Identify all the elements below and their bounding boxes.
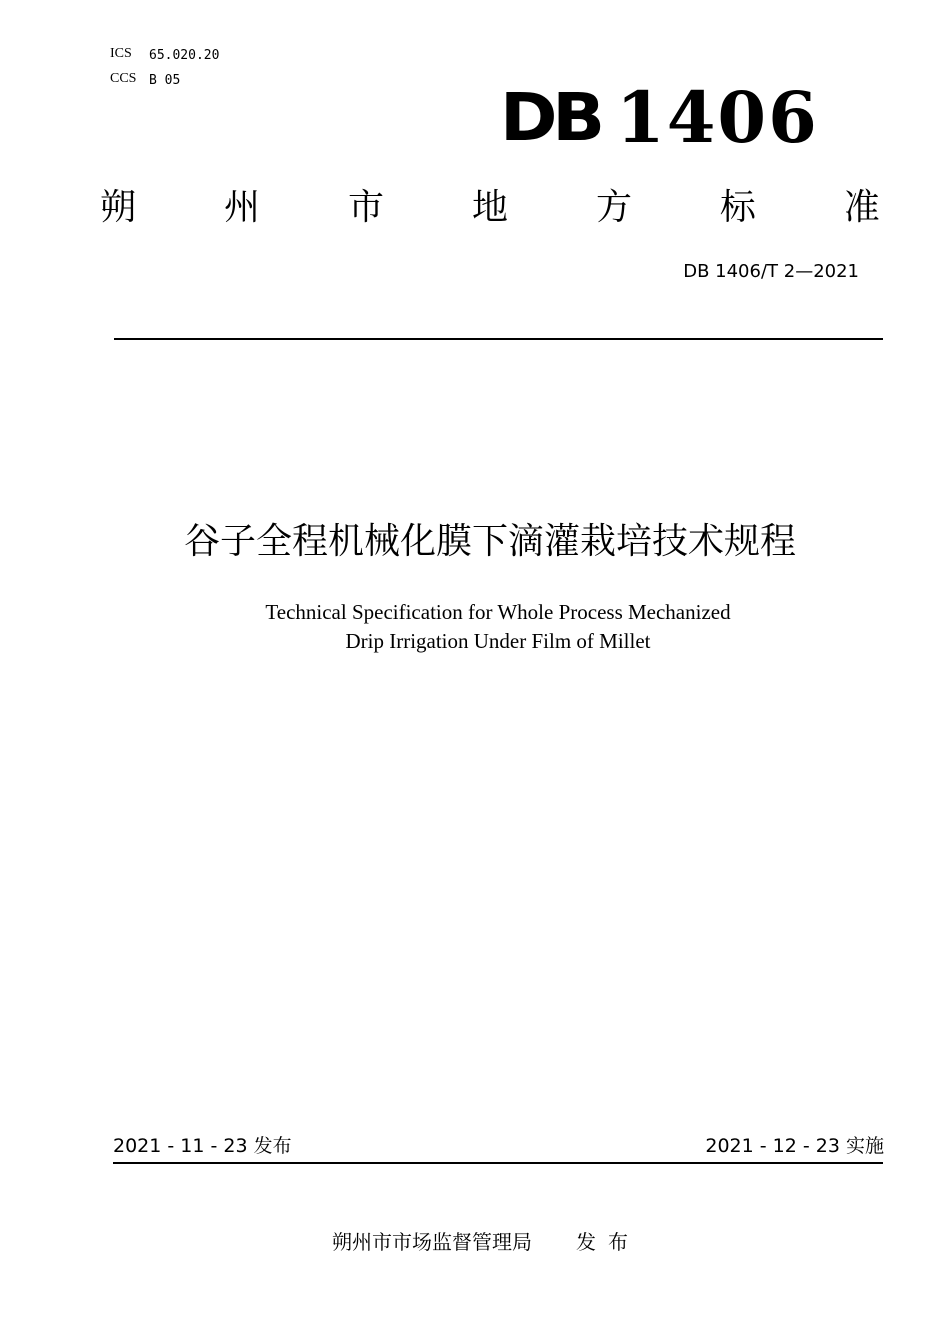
issuing-authority [0, 1228, 950, 1256]
standard-type-char: 州 [223, 187, 260, 228]
ccs-label: CCS [110, 71, 137, 86]
issuing-action: 发布 [576, 1230, 640, 1254]
standard-mark [500, 76, 820, 159]
standard-type-char: 方 [595, 187, 632, 228]
issue-date: 2021 - 11 - 23 发布 [113, 1135, 292, 1157]
standard-type-char: 准 [843, 187, 880, 228]
ics-label: ICS [110, 46, 132, 61]
ccs-code: B 05 [149, 73, 181, 88]
standard-mark-letters: DB [500, 79, 600, 156]
footer-divider [113, 1162, 883, 1164]
standard-type-char: 市 [347, 187, 384, 228]
standard-type [100, 186, 880, 230]
standard-type-char: 朔 [100, 187, 137, 228]
document-title-chinese: 谷子全程机械化膜下滴灌栽培技术规程 [183, 521, 796, 562]
standard-mark-number: 1406 [616, 76, 819, 159]
english-title-line: Technical Specification for Whole Process Mechanized [265, 600, 731, 624]
english-title-line: Drip Irrigation Under Film of Millet [345, 629, 651, 653]
standard-type-char: 标 [719, 187, 756, 228]
ics-code: 65.020.20 [149, 48, 220, 63]
standard-type-char: 地 [471, 187, 508, 228]
implementation-date: 2021 - 12 - 23 实施 [705, 1135, 884, 1157]
issuing-authority-name: 朔州市市场监督管理局 [332, 1230, 532, 1254]
header-divider [114, 338, 883, 340]
standard-number: DB 1406/T 2—2021 [683, 261, 859, 282]
document-title-english [0, 598, 950, 656]
